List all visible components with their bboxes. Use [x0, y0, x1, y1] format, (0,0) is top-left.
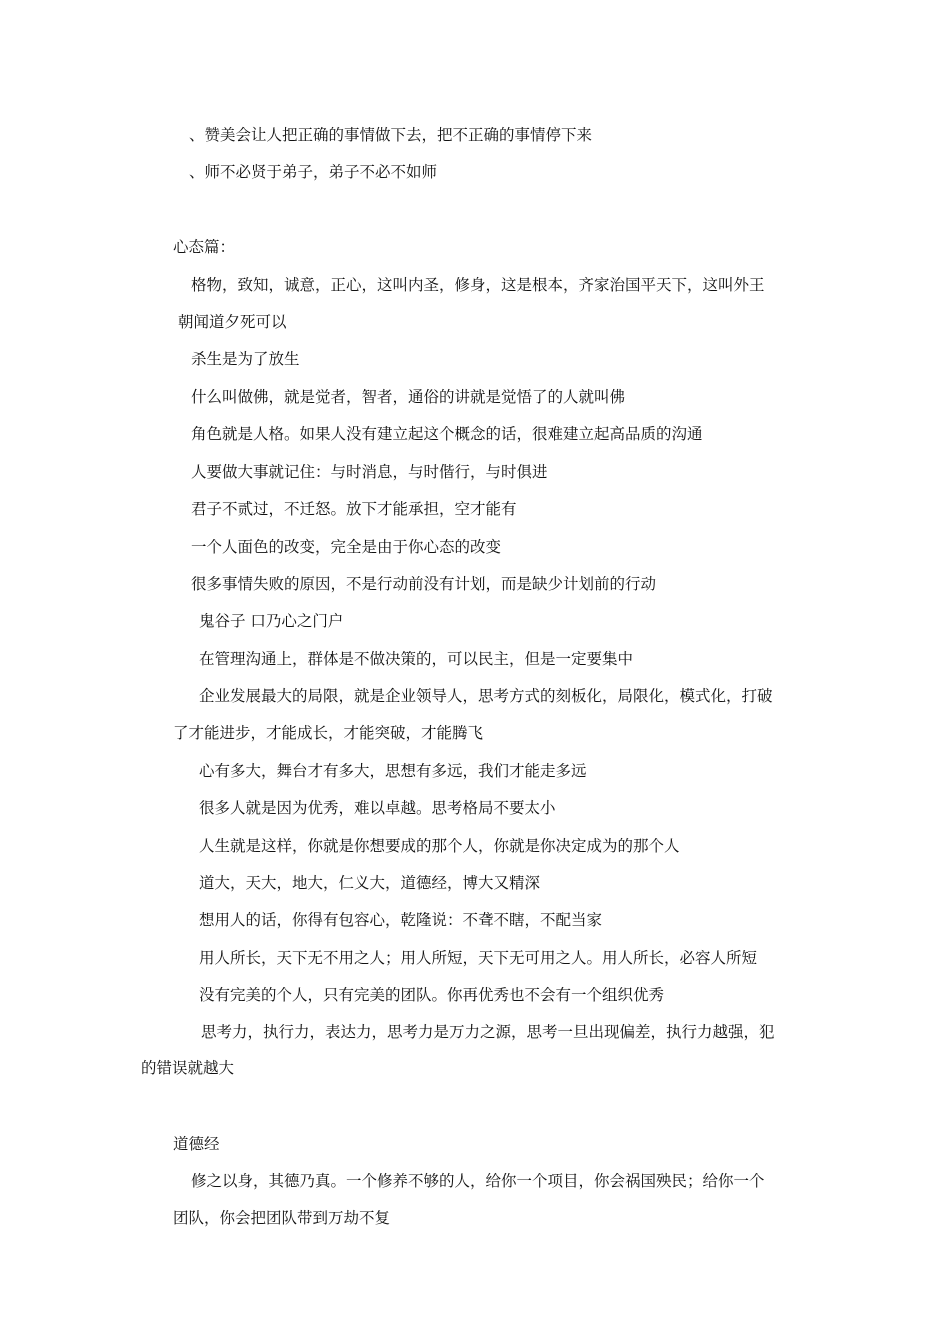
mindset-line-2: 朝闻道夕死可以	[178, 313, 287, 331]
intro-line-2: 、师不必贤于弟子，弟子不必不如师	[189, 163, 438, 181]
mindset-line-7: 君子不贰过，不迁怒。放下才能承担，空才能有	[191, 500, 517, 518]
intro-line-1: 、赞美会让人把正确的事情做下去，把不正确的事情停下来	[189, 126, 593, 144]
mindset-line-14: 心有多大，舞台才有多大，思想有多远，我们才能走多远	[199, 762, 587, 780]
mindset-line-18: 想用人的话，你得有包容心，乾隆说：不聋不瞎，不配当家	[199, 911, 603, 929]
mindset-line-20: 没有完美的个人，只有完美的团队。你再优秀也不会有一个组织优秀	[199, 986, 665, 1004]
mindset-line-5: 角色就是人格。如果人没有建立起这个概念的话，很难建立起高品质的沟通	[191, 425, 703, 443]
mindset-line-9: 很多事情失败的原因，不是行动前没有计划，而是缺少计划前的行动	[191, 575, 657, 593]
daodejing-line-1: 修之以身，其德乃真。一个修养不够的人，给你一个项目，你会祸国殃民；给你一个	[191, 1172, 765, 1190]
mindset-line-11: 在管理沟通上，群体是不做决策的，可以民主，但是一定要集中	[199, 650, 634, 668]
mindset-line-16: 人生就是这样，你就是你想要成的那个人，你就是你决定成为的那个人	[199, 837, 680, 855]
mindset-line-3: 杀生是为了放生	[191, 350, 300, 368]
section-heading-daodejing: 道德经	[173, 1135, 220, 1153]
mindset-line-13: 了才能进步，才能成长，才能突破，才能腾飞	[173, 724, 484, 742]
mindset-line-12: 企业发展最大的局限，就是企业领导人，思考方式的刻板化，局限化，模式化，打破	[199, 687, 773, 705]
mindset-line-22: 的错误就越大	[141, 1059, 235, 1077]
mindset-line-19: 用人所长，天下无不用之人；用人所短，天下无可用之人。用人所长，必容人所短	[199, 949, 758, 967]
mindset-line-4: 什么叫做佛，就是觉者，智者，通俗的讲就是觉悟了的人就叫佛	[191, 388, 626, 406]
section-heading-mindset: 心态篇：	[173, 238, 236, 256]
mindset-line-15: 很多人就是因为优秀，难以卓越。思考格局不要太小	[199, 799, 556, 817]
daodejing-line-2: 团队，你会把团队带到万劫不复	[173, 1209, 391, 1227]
mindset-line-6: 人要做大事就记住：与时消息，与时偕行，与时俱进	[191, 463, 548, 481]
mindset-line-17: 道大，天大，地大，仁义大，道德经，博大又精深	[199, 874, 541, 892]
mindset-line-21: 思考力，执行力，表达力，思考力是万力之源，思考一旦出现偏差，执行力越强，犯	[201, 1023, 775, 1041]
mindset-line-8: 一个人面色的改变，完全是由于你心态的改变	[191, 538, 502, 556]
mindset-line-10: 鬼谷子 口乃心之门户	[199, 612, 344, 630]
mindset-line-1: 格物，致知，诚意，正心，这叫内圣，修身，这是根本，齐家治国平天下，这叫外王	[191, 276, 765, 294]
